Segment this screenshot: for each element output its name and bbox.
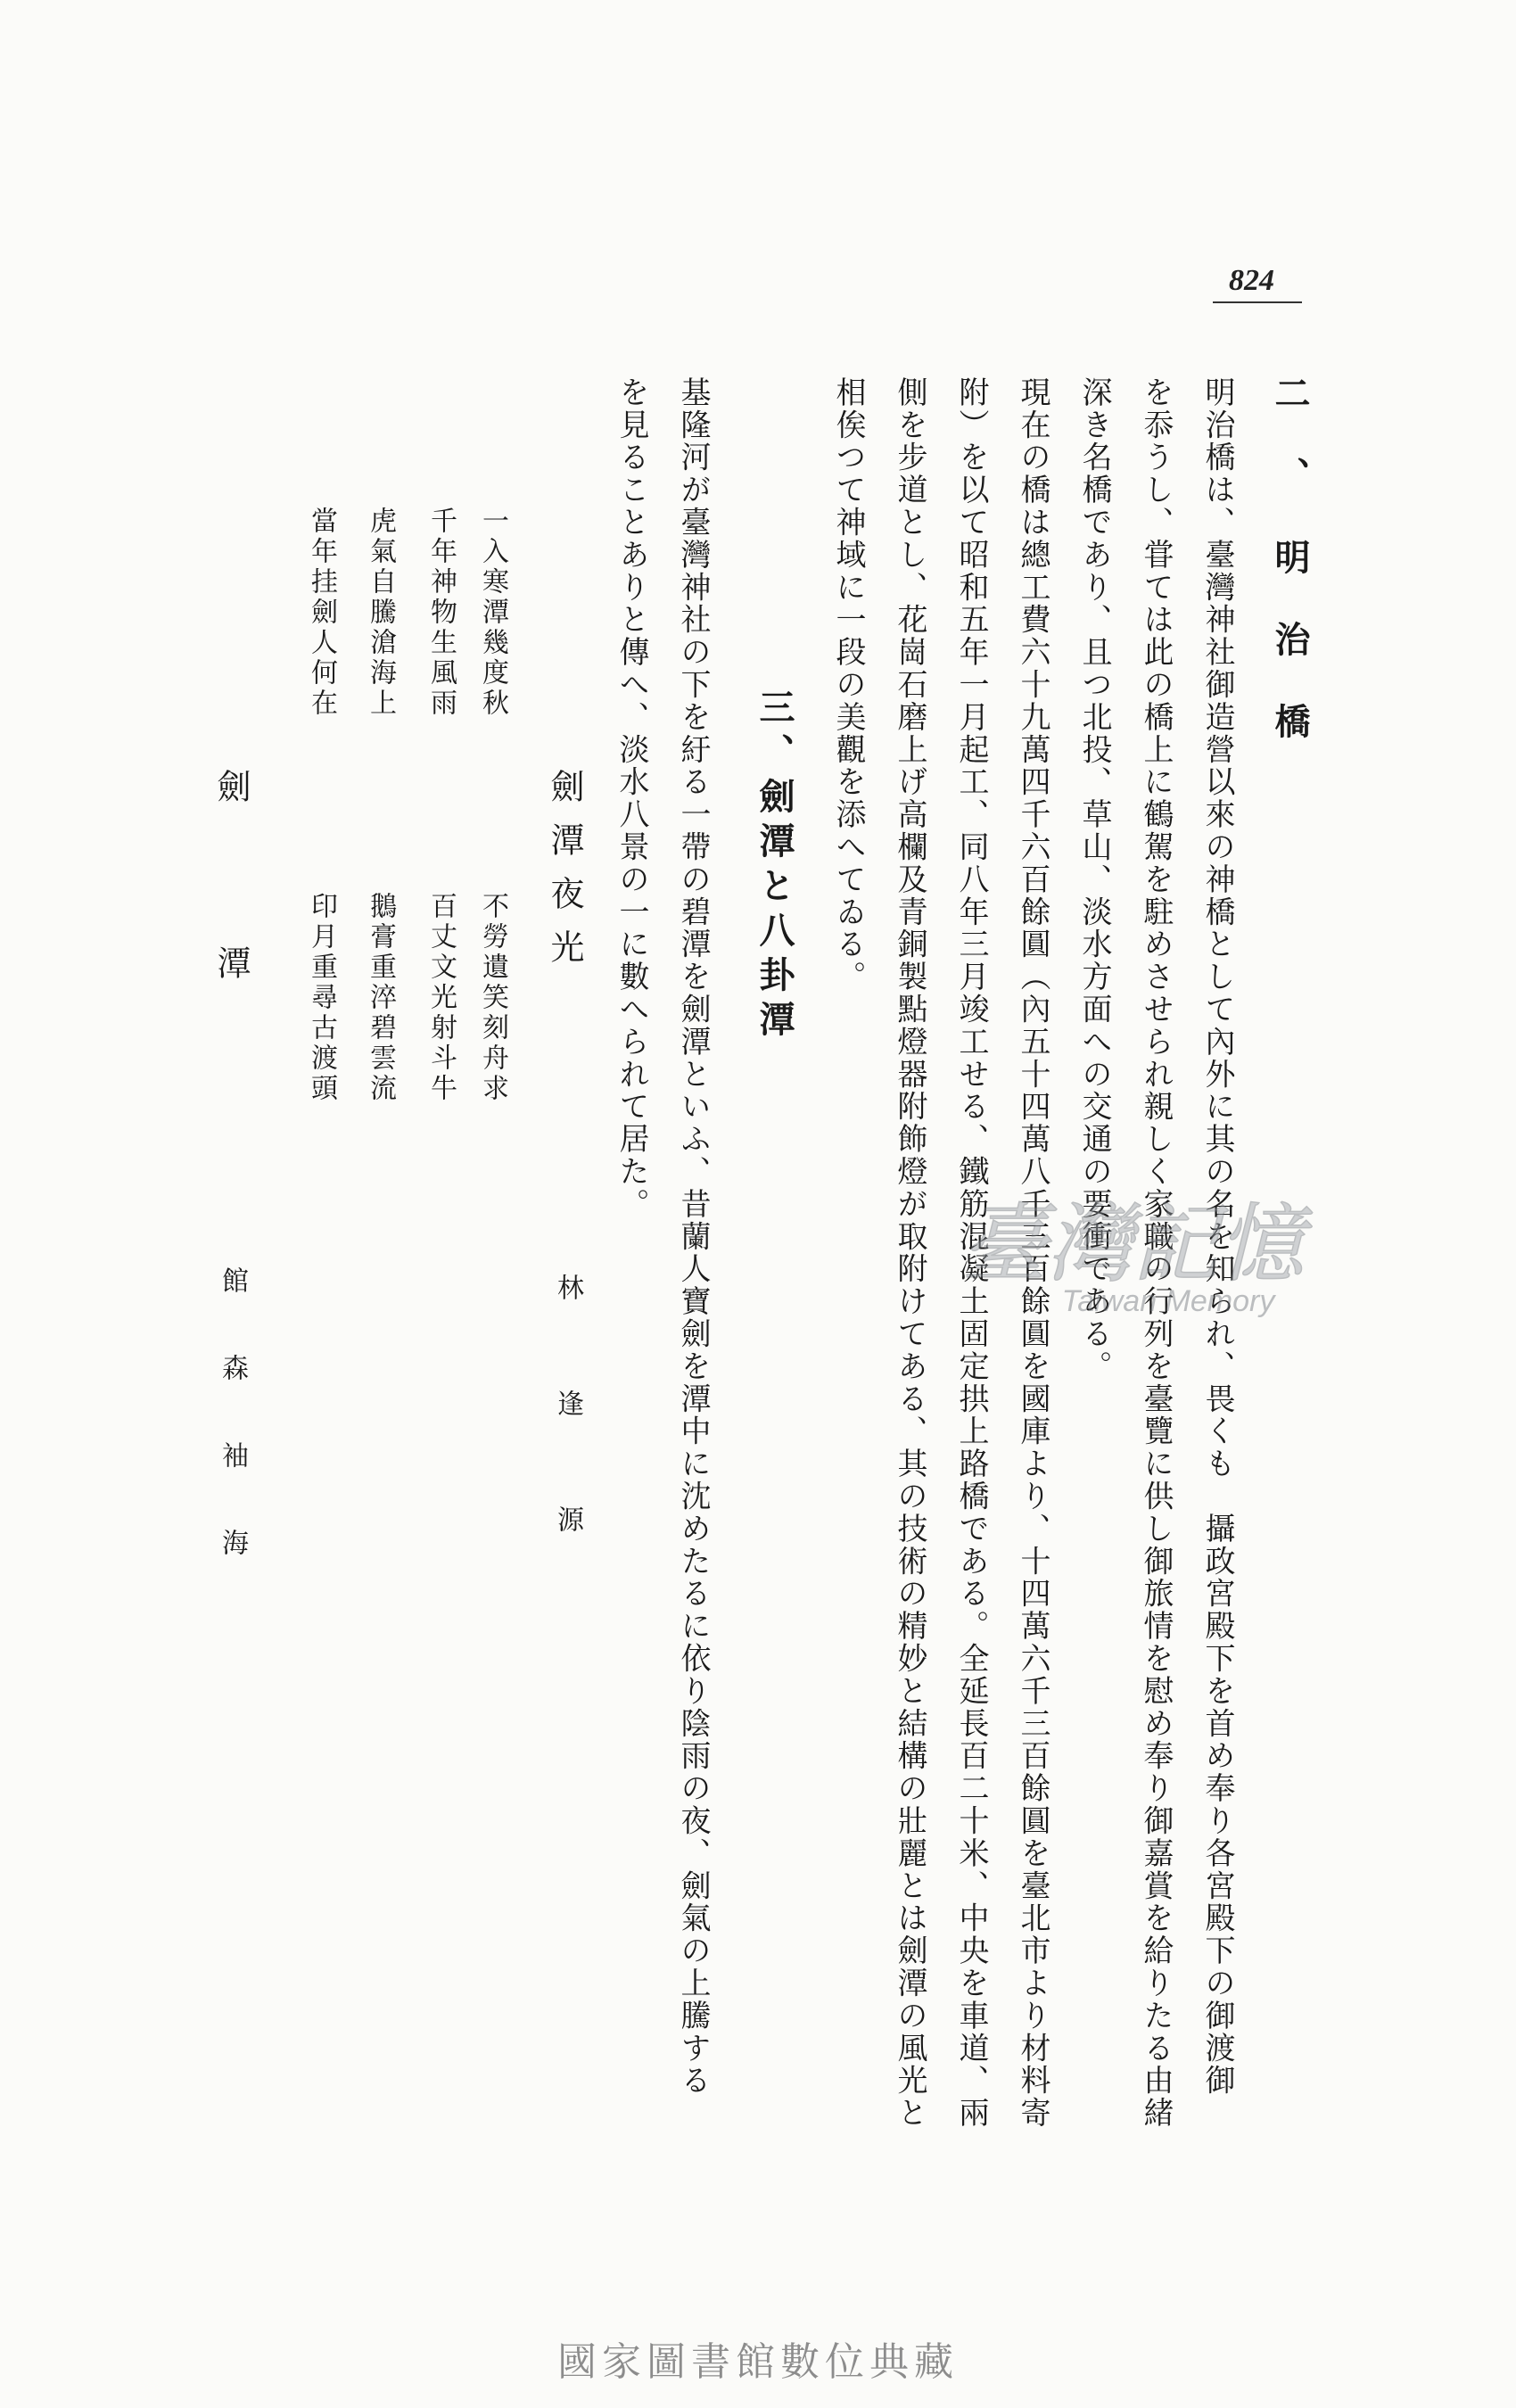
poem-line-4-top: 當年挂劍人何在 (306, 507, 337, 719)
poem-title-kentan: 劍潭 (211, 769, 251, 1122)
section3-column-1: 基隆河が臺灣神社の下を紆る一帶の碧潭を劍潭といふ、昔蘭人寶劍を潭中に沈めたるに依り陰雨の夜、劍氣の上騰する (675, 376, 711, 2098)
section2-column-5: 附）を以て昭和五年一月起工、同八年三月竣工せる、鐵筋混凝土固定拱上路橋である。全延長百二十米、中央を車道、兩 (953, 376, 989, 2130)
section2-column-4: 現在の橋は總工費六十九萬四千六百餘圓（內五十四萬八千三百餘圓を國庫より、十四萬六千三百餘圓を臺北市より材料寄 (1015, 376, 1050, 2130)
footer-ncl-digital-collection: 國家圖書館數位典藏 (557, 2339, 959, 2385)
poem-line-3-top: 虎氣自騰滄海上 (365, 507, 396, 719)
section2-column-7: 相俟つて神域に一段の美觀を添へてゐる。 (830, 376, 866, 994)
taiwan-memory-watermark (961, 1186, 1304, 1329)
poem-line-4-bottom: 印月重尋古渡頭 (306, 892, 337, 1104)
watermark-text: 臺灣記憶 (961, 1194, 1304, 1294)
page-number: 824 (1229, 264, 1274, 297)
watermark-subtext: Taiwan Memory (1061, 1284, 1275, 1318)
section2-column-2: を忝うし、甞ては此の橋上に鶴駕を駐めさせられ親しく家職の行列を臺覽に供し御旅情を慰め奉り御嘉賞を給りたる由緒 (1138, 376, 1174, 2130)
section-heading-kentan: 三、劍潭と八卦潭 (754, 689, 795, 1045)
poem-line-1-bottom: 不勞遺笑刻舟求 (477, 892, 508, 1104)
poem-line-2-bottom: 百丈文光射斗牛 (425, 892, 457, 1104)
poem-line-1-top: 一入寒潭幾度秋 (477, 507, 508, 719)
poem-line-3-bottom: 鵝膏重淬碧雲流 (365, 892, 396, 1104)
section-heading-meiji-bridge: 二、明治橋 (1269, 375, 1311, 785)
poem-author-lin: 林逢源 (552, 1274, 583, 1621)
section2-column-3: 深き名橋であり、且つ北投、草山、淡水方面への交通の要衝である。 (1076, 376, 1112, 1383)
section3-column-2: を見ることありと傳へ、淡水八景の一に數へられて居た。 (614, 376, 649, 1221)
page-number-rule (1213, 301, 1302, 303)
section2-column-1: 明治橋は、臺灣神社御造營以來の神橋として內外に其の名を知られ、畏くも 攝政宮殿下を首め奉り各宮殿下の御渡御 (1199, 376, 1235, 2098)
section2-column-6: 側を步道とし、花崗石磨上げ高欄及青銅製點燈器附飾燈が取附けてある、其の技術の精妙と結構の壯麗とは劍潭の風光と (892, 376, 927, 2130)
poem-author-tatemori: 館森袖海 (217, 1266, 248, 1616)
poem-title-kentan-yako: 劍潭夜光 (545, 769, 584, 983)
poem-line-2-top: 千年神物生風雨 (425, 507, 457, 719)
